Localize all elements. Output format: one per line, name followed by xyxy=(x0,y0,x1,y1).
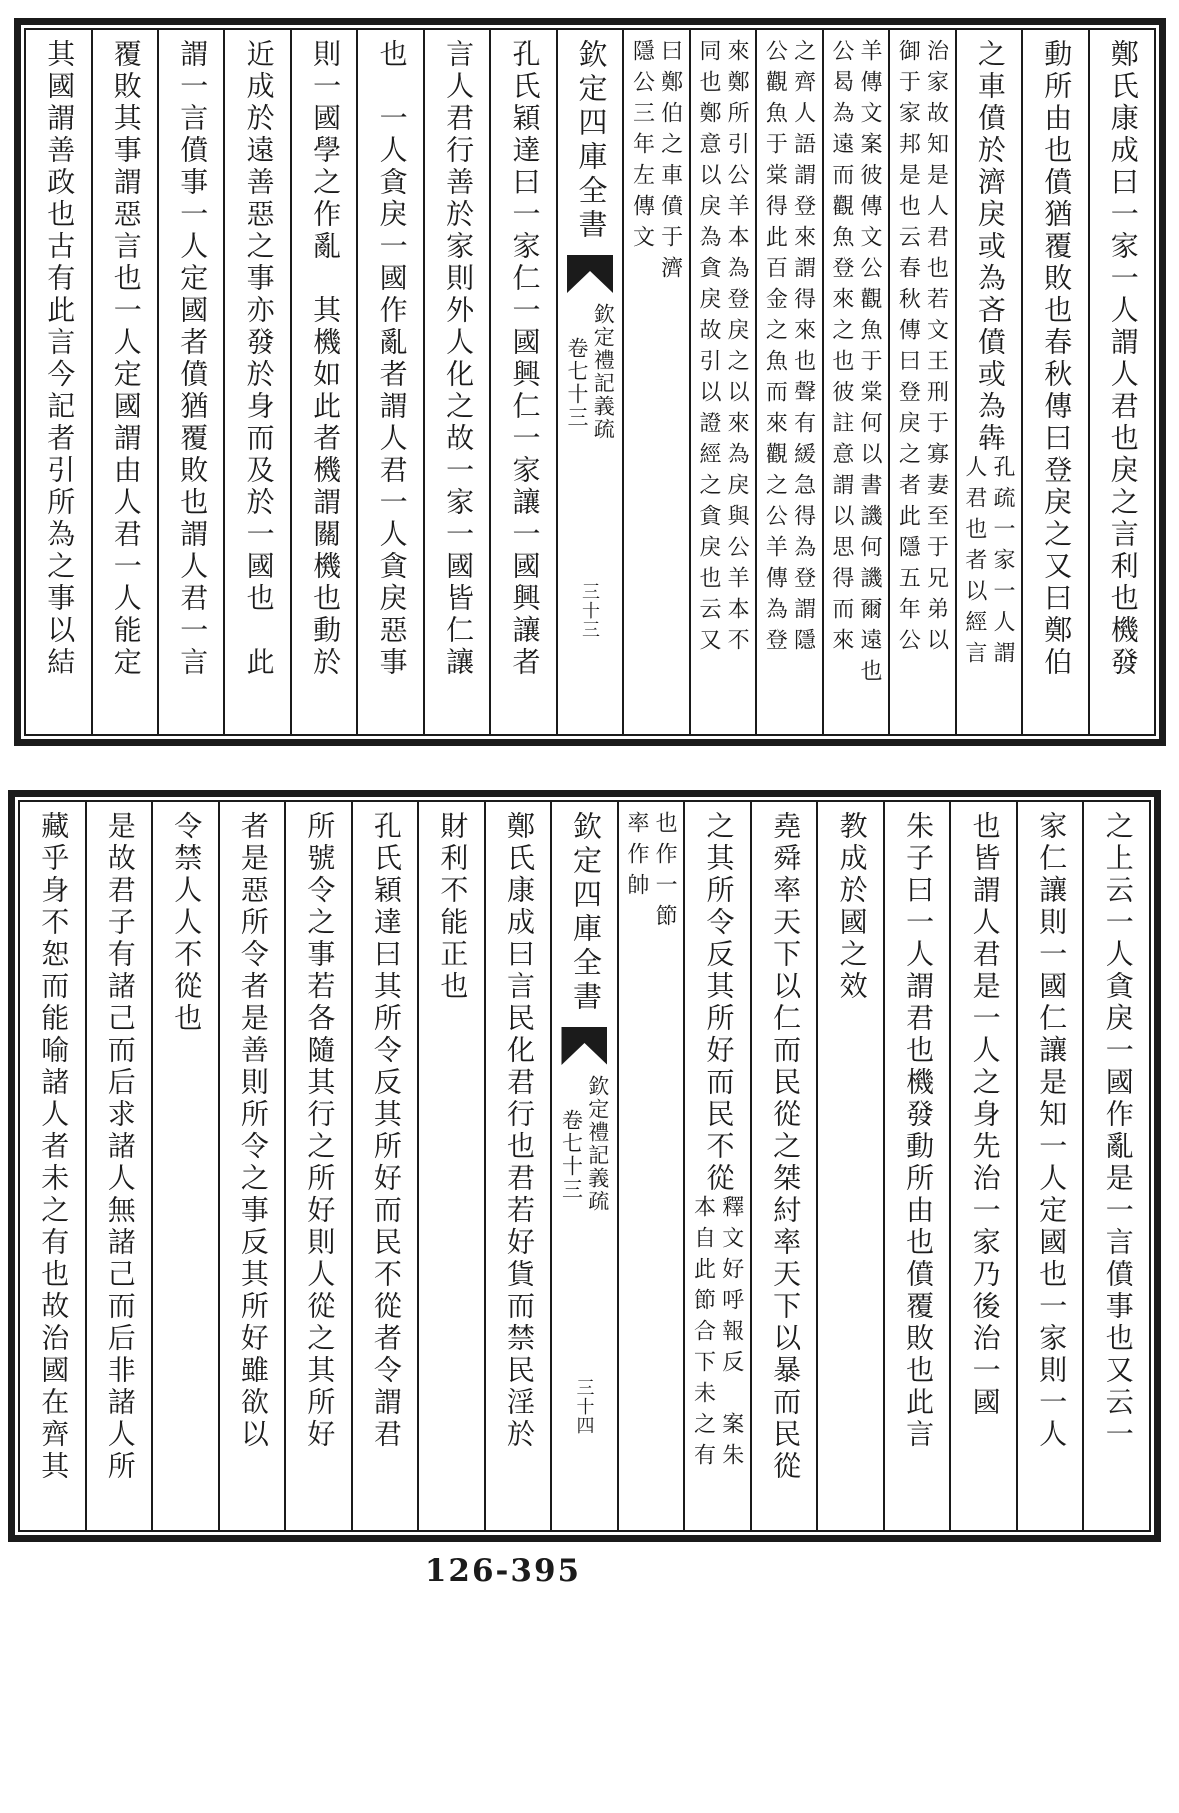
annotation-block xyxy=(623,811,679,935)
column-text: 謂一言僨事一人定國者僨猶覆敗也謂人君一言 xyxy=(176,39,208,679)
column-text: 之其所令反其所好而民不從 xyxy=(702,811,734,1195)
column-text: 者是惡所令者是善則所令之事反其所好雖欲以 xyxy=(236,811,268,1451)
column-container xyxy=(20,802,1149,1530)
text-column xyxy=(351,802,418,1530)
annotation-line: 人君也者以經言 xyxy=(962,455,988,672)
leaf-inner-frame xyxy=(18,800,1151,1532)
annotation-line: 治家故知是人君也若文王刑于寡妻至于兄弟以 xyxy=(924,39,950,659)
annotation-line: 本自此節合下未之有 xyxy=(691,1195,717,1474)
text-column xyxy=(683,802,750,1530)
page-leaf-upper xyxy=(14,18,1166,746)
folio-book-title xyxy=(558,1075,611,1213)
annotation-block xyxy=(628,39,684,287)
text-column xyxy=(356,30,422,734)
column-text: 堯舜率天下以仁而民從之桀紂率天下以暴而民從 xyxy=(769,811,801,1483)
annotation-line: 曰鄭伯之車僨于濟 xyxy=(658,39,684,287)
annotation-line: 羊傳文案彼傳文公觀魚于棠何以書譏何譏爾遠也 xyxy=(858,39,884,690)
annotation-line: 也作一節 xyxy=(653,811,679,935)
page-leaf-lower xyxy=(8,790,1161,1542)
annotation-block xyxy=(761,39,817,659)
text-column xyxy=(489,30,555,734)
column-text: 其國謂善政也古有此言今記者引所為之事以結 xyxy=(43,39,75,679)
column-text: 是故君子有諸己而后求諸人無諸己而后非諸人所 xyxy=(103,811,135,1483)
annotation-line: 率作帥 xyxy=(625,811,651,904)
annotation-line: 公觀魚于棠得此百金之魚而來觀之公羊傳為登 xyxy=(763,39,789,659)
column-text: 動所由也僨猶覆敗也春秋傳曰登戾之又曰鄭伯 xyxy=(1040,39,1072,679)
juan-number: 卷七十三 xyxy=(565,337,590,429)
text-column xyxy=(955,30,1021,734)
column-container xyxy=(26,30,1154,734)
column-text: 孔氏穎達曰其所令反其所好而民不從者令謂君 xyxy=(369,811,401,1451)
text-column xyxy=(423,30,489,734)
column-text: 藏乎身不恕而能喻諸人者未之有也故治國在齊其 xyxy=(37,811,69,1483)
column-text: 令禁人人不從也 xyxy=(170,811,202,1035)
text-column xyxy=(822,30,888,734)
book-title: 欽定禮記義疏 xyxy=(585,1075,610,1213)
annotation-line: 之齊人語謂登來謂得來也聲有緩急得為登謂隱 xyxy=(791,39,817,659)
annotation-line: 釋文好呼報反 案朱 xyxy=(719,1195,745,1474)
text-column xyxy=(223,30,289,734)
column-text: 言人君行善於家則外人化之故一家一國皆仁讓 xyxy=(442,39,474,679)
book-title: 欽定禮記義疏 xyxy=(591,303,616,441)
column-text: 孔氏穎達曰一家仁一國興仁一家讓一國興讓者 xyxy=(508,39,540,679)
series-title: 欽定四庫全書 xyxy=(568,811,601,1015)
leaf-number: 三十四 xyxy=(574,1378,595,1435)
leaf-inner-frame xyxy=(24,28,1156,736)
text-column xyxy=(417,802,484,1530)
column-text: 財利不能正也 xyxy=(436,811,468,1003)
column-text: 家仁讓則一國仁讓是知一人定國也一家則一人 xyxy=(1035,811,1067,1451)
annotation-line: 隱公三年左傳文 xyxy=(630,39,656,256)
text-column xyxy=(218,802,285,1530)
annotation-block xyxy=(894,39,950,659)
annotation-line: 來鄭所引公羊本為登戾之以來為戾與公羊本不 xyxy=(725,39,751,659)
column-text: 教成於國之效 xyxy=(835,811,867,1003)
text-column xyxy=(85,802,152,1530)
column-text: 則一國學之作亂 其機如此者機謂關機也動於 xyxy=(309,39,341,679)
series-title: 欽定四庫全書 xyxy=(574,39,607,243)
folio-column xyxy=(550,802,617,1530)
text-column xyxy=(20,802,85,1530)
text-column xyxy=(883,802,950,1530)
text-column xyxy=(484,802,551,1530)
column-text: 所號令之事若各隨其行之所好則人從之其所好 xyxy=(303,811,335,1451)
annotation-line: 孔疏一家一人謂 xyxy=(990,455,1016,672)
text-column xyxy=(816,802,883,1530)
annotation-block xyxy=(828,39,884,690)
text-column xyxy=(151,802,218,1530)
catalog-number: 126-395 xyxy=(424,1553,582,1589)
column-text: 也皆謂人君是一人之身先治一家乃後治一國 xyxy=(968,811,1000,1419)
folio-book-title xyxy=(564,303,617,441)
text-column xyxy=(949,802,1016,1530)
text-column xyxy=(622,30,688,734)
annotation-block xyxy=(695,39,751,659)
column-text: 朱子曰一人謂君也機發動所由也僨覆敗也此言 xyxy=(902,811,934,1451)
text-column xyxy=(617,802,684,1530)
column-text: 鄭氏康成曰一家一人謂人君也戾之言利也機發 xyxy=(1106,39,1138,679)
text-column xyxy=(750,802,817,1530)
annotation-block xyxy=(961,455,1017,672)
text-column xyxy=(290,30,356,734)
text-column xyxy=(91,30,157,734)
text-column xyxy=(689,30,755,734)
text-column xyxy=(1016,802,1083,1530)
annotation-line: 公曷為遠而觀魚登來之也彼註意謂以思得而來 xyxy=(829,39,855,659)
text-column xyxy=(755,30,821,734)
leaf-number: 三十三 xyxy=(580,582,601,639)
annotation-block xyxy=(689,1195,745,1474)
column-text: 之上云一人貪戾一國作亂是一言僨事也又云一 xyxy=(1101,811,1133,1451)
annotation-line: 同也鄭意以戾為貪戾故引以證經之貪戾也云又 xyxy=(696,39,722,659)
folio-column xyxy=(556,30,622,734)
text-column xyxy=(157,30,223,734)
column-text: 也 一人貪戾一國作亂者謂人君一人貪戾惡事 xyxy=(375,39,407,679)
column-text: 之車僨於濟戾或為吝僨或為犇 xyxy=(973,39,1005,455)
text-column xyxy=(1082,802,1149,1530)
annotation-line: 御于家邦是也云春秋傳曰登戾之者此隱五年公 xyxy=(896,39,922,659)
juan-number: 卷七十三 xyxy=(559,1109,584,1201)
column-text: 覆敗其事謂惡言也一人定國謂由人君一人能定 xyxy=(109,39,141,679)
fishtail-icon xyxy=(561,1027,607,1065)
text-column xyxy=(888,30,954,734)
text-column xyxy=(26,30,90,734)
fishtail-icon xyxy=(567,255,613,293)
column-text: 鄭氏康成曰言民化君行也君若好貨而禁民淫於 xyxy=(502,811,534,1451)
column-text: 近成於遠善惡之事亦發於身而及於一國也 此 xyxy=(242,39,274,679)
text-column xyxy=(284,802,351,1530)
text-column xyxy=(1021,30,1087,734)
text-column xyxy=(1088,30,1154,734)
